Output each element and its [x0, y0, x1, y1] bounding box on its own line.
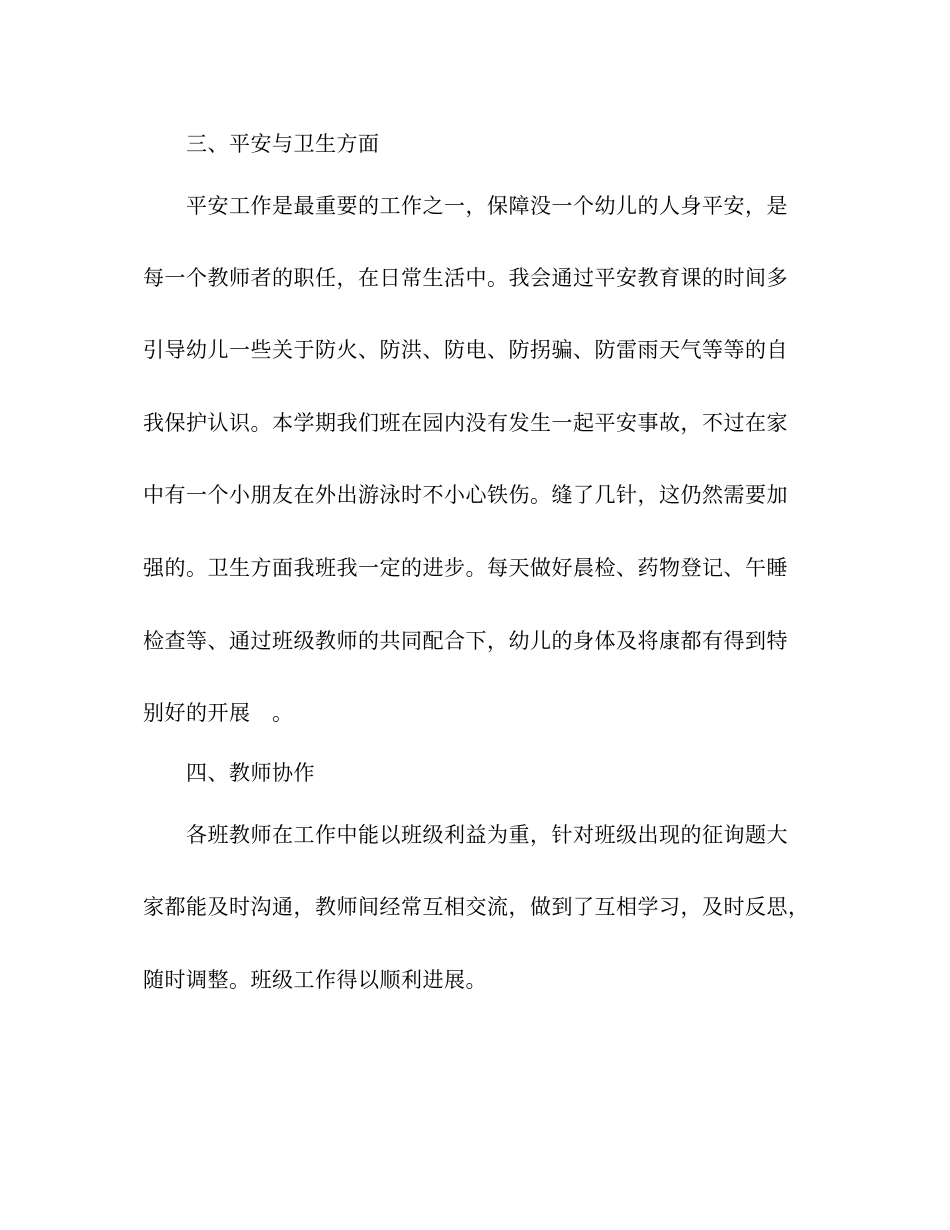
paragraph-line: 我保护认识。本学期我们班在园内没有发生一起平安事故，不过在家: [143, 411, 788, 435]
paragraph-line: 强的。卫生方面我班我一定的进步。每天做好晨检、药物登记、午睡: [143, 556, 788, 580]
paragraph-line: 别好的开展 。: [143, 701, 294, 725]
paragraph-line: 检查等、通过班级教师的共同配合下，幼儿的身体及将康都有得到特: [143, 629, 788, 653]
paragraph-line: 各班教师在工作中能以班级利益为重，针对班级出现的征询题大: [186, 823, 788, 847]
paragraph-line: 家都能及时沟通，教师间经常互相交流，做到了互相学习，及时反思，: [143, 895, 810, 919]
paragraph-line: 引导幼儿一些关于防火、防洪、防电、防拐骗、防雷雨天气等等的自: [143, 338, 788, 362]
paragraph-line: 中有一个小朋友在外出游泳时不小心铁伤。缝了几针，这仍然需要加: [143, 483, 788, 507]
paragraph-line: 每一个教师者的职任，在日常生活中。我会通过平安教育课的时间多: [143, 266, 788, 290]
paragraph-line: 随时调整。班级工作得以顺利进展。: [143, 968, 487, 992]
section-heading: 四、教师协作: [186, 761, 315, 785]
paragraph-line: 平安工作是最重要的工作之一，保障没一个幼儿的人身平安，是: [186, 194, 788, 218]
section-heading: 三、平安与卫生方面: [186, 132, 380, 156]
